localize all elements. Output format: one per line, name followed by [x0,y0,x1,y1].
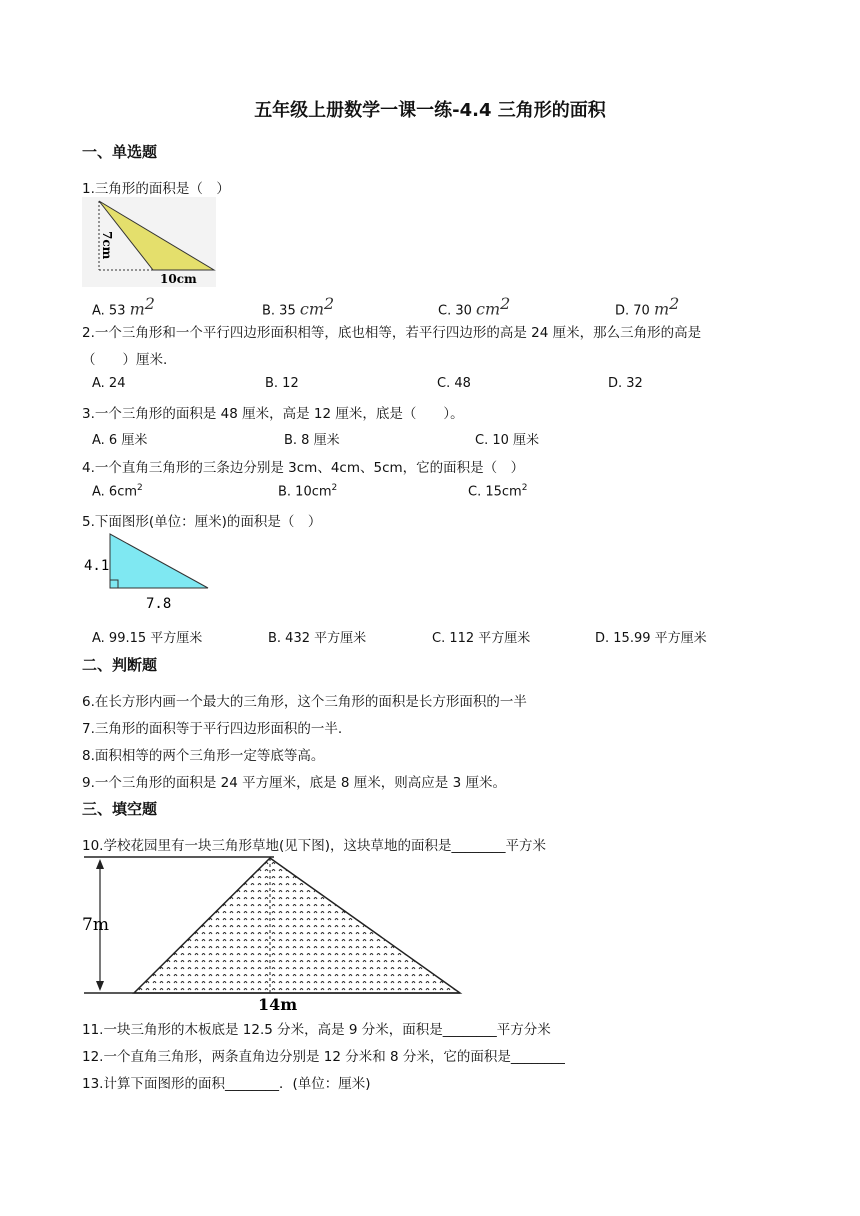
q5-option-b[interactable]: B. 432 平方厘米 [268,631,367,646]
side-label: 7cm [100,231,114,260]
q1-option-a[interactable]: A. 53 $m^2$ [92,294,155,319]
section-heading-fill-in: 三、填空题 [82,800,158,818]
question-2-text-line2: （ ）厘米. [82,352,168,368]
q2-option-a[interactable]: A. 24 [92,376,126,391]
question-2-text-line1: 2.一个三角形和一个平行四边形面积相等，底也相等，若平行四边形的高是 24 厘米，那么三角形的高是 [82,325,702,341]
q4-option-b[interactable]: B. $10cm^2$ [278,483,338,500]
grass-triangle [134,858,460,993]
side-label: 4.1 [84,558,110,574]
question-11-text: 11.一块三角形的木板底是 12.5 分米，高是 9 分米，面积是________平方分米 [82,1022,551,1038]
question-12-text: 12.一个直角三角形，两条直角边分别是 12 分米和 8 分米，它的面积是________ [82,1049,565,1065]
base-label: 7.8 [146,596,172,612]
q3-option-c[interactable]: C. 10 厘米 [475,433,540,448]
height-arrow-top [96,859,104,869]
question-10-figure [82,852,464,1014]
base-label: 10cm [160,272,197,286]
question-1-figure [82,197,216,287]
q1-option-d[interactable]: D. 70 $m^2$ [615,294,680,319]
question-5-figure [82,530,212,612]
q5-option-d[interactable]: D. 15.99 平方厘米 [595,631,707,646]
section-heading-true-false: 二、判断题 [82,656,158,674]
question-10-text: 10.学校花园里有一块三角形草地(见下图)，这块草地的面积是________平方米 [82,838,547,854]
page-title: 五年级上册数学一课一练-4.4 三角形的面积 [254,100,606,121]
q2-option-b[interactable]: B. 12 [265,376,299,391]
base-label: 14m [258,995,298,1014]
question-13-text: 13.计算下面图形的面积________．(单位：厘米) [82,1076,371,1092]
question-4-text: 4.一个直角三角形的三条边分别是 3cm、4cm、5cm，它的面积是（ ） [82,460,525,476]
q2-option-c[interactable]: C. 48 [437,376,471,391]
q3-option-b[interactable]: B. 8 厘米 [284,433,340,448]
q1-option-c[interactable]: C. 30 $cm^2$ [438,294,511,319]
height-label: 7m [82,915,109,935]
height-arrow-bottom [96,981,104,991]
question-9-text: 9.一个三角形的面积是 24 平方厘米，底是 8 厘米，则高应是 3 厘米。 [82,775,506,791]
question-1-text: 1.三角形的面积是（ ） [82,181,230,197]
q2-option-d[interactable]: D. 32 [608,376,643,391]
q4-option-c[interactable]: C. $15cm^2$ [468,483,528,500]
question-8-text: 8.面积相等的两个三角形一定等底等高。 [82,748,325,764]
question-6-text: 6.在长方形内画一个最大的三角形，这个三角形的面积是长方形面积的一半 [82,694,527,710]
q3-option-a[interactable]: A. 6 厘米 [92,433,148,448]
q4-option-a[interactable]: A. $6cm^2$ [92,483,143,500]
question-5-text: 5.下面图形(单位：厘米)的面积是（ ） [82,514,322,530]
q1-option-b[interactable]: B. 35 $cm^2$ [262,294,335,319]
section-heading-single-choice: 一、单选题 [82,143,158,161]
q5-option-c[interactable]: C. 112 平方厘米 [432,631,531,646]
right-triangle-shape [110,534,208,588]
question-3-text: 3.一个三角形的面积是 48 厘米，高是 12 厘米，底是（ ）。 [82,406,464,422]
q5-option-a[interactable]: A. 99.15 平方厘米 [92,631,203,646]
question-7-text: 7.三角形的面积等于平行四边形面积的一半. [82,721,343,737]
